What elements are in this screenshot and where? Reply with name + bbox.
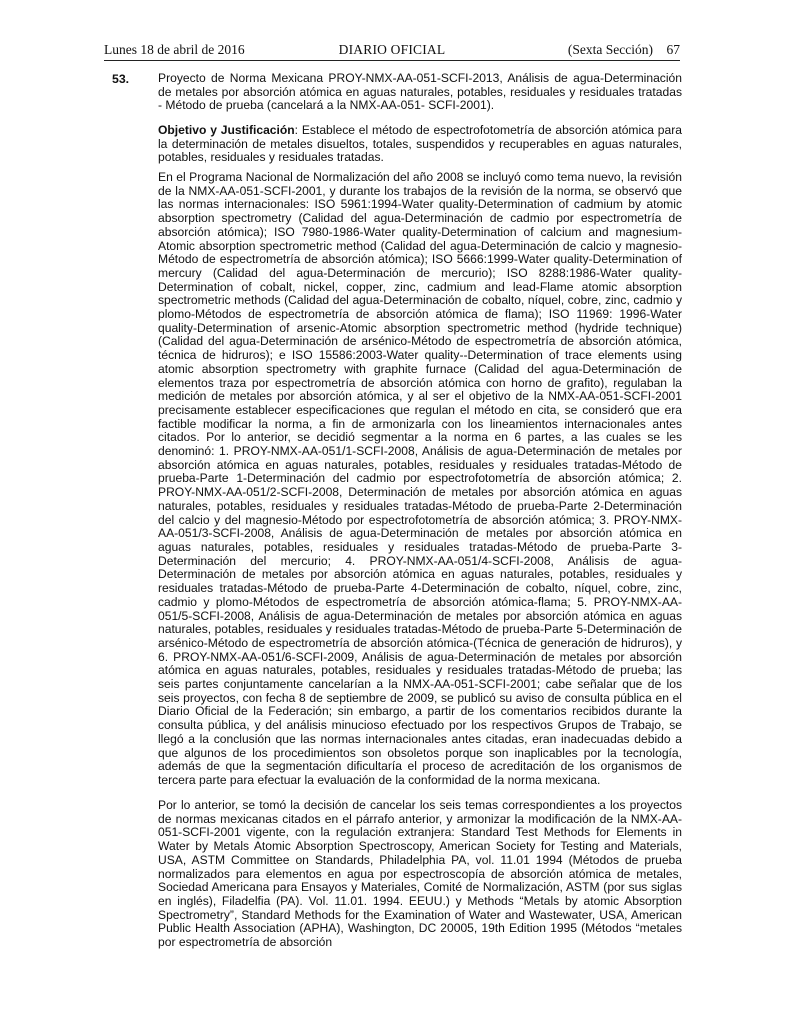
header-date: Lunes 18 de abril de 2016: [104, 42, 245, 57]
header-section-page: [568, 42, 680, 58]
page-header: [104, 42, 680, 60]
header-publication: DIARIO OFICIAL: [338, 42, 446, 57]
background-paragraph: En el Programa Nacional de Normalización del año 2008 se incluyó como tema nuevo, la revisión de la NMX-AA-051-SCFI-2001, y durante los trabajos de la revisión de la norma, se observó que las normas internacionales: ISO 5961:1994-Water quality-Determination of cadmium by atomic absorption spectrometry (Calidad del agua-Determinación de cadmio por espectrometría de absorción atómica); ISO 7980-1986-Water quality-Determination of calcium and magnesium-Atomic absorption spectrometric method (Calidad del agua-Determinación de calcio y magnesio-Método de espectrometría de absorción atómica); ISO 5666:1999-Water quality-Determination of mercury (Calidad del agua-Determinación de mercurio); ISO 8288:1986-Water quality-Determination of cobalt, nickel, copper, zinc, cadmium and lead-Flame atomic absorption spectrometric methods (Calidad del agua-Determinación de cobalto, níquel, cobre, zinc, cadmio y plomo-Métodos de espectrometría de absorción atómica de flama); ISO 11969: 1996-Water quality-Determination of arsenic-Atomic absorption spectrometric method (hydride technique) (Calidad del agua-Determinación de arsénico-Método de espectrometría de absorción atómica, técnica de hidruros); e ISO 15586:2003-Water quality--Determination of trace elements using atomic absorption spectrometry with graphite furnace (Calidad del agua-Determinación de elementos traza por espectrometría de absorción atómica con horno de grafito), regulaban la medición de metales por absorción atómica, y al ser el objetivo de la NMX-AA-051-SCFI-2001 precisamente establecer especificaciones que regulan el método en cita, se consideró que era factible modificar la norma, a fin de armonizarla con los lineamientos internacionales antes citados. Por lo anterior, se decidió segmentar a la norma en 6 partes, a las cuales se les denominó: 1. PROY-NMX-AA-051/1-SCFI-2008, Análisis de agua-Determinación de metales por absorción atómica en aguas naturales, potables, residuales y residuales tratadas-Método de prueba-Parte 1-Determinación del cadmio por espectrofotometría de absorción atómica; 2. PROY-NMX-AA-051/2-SCFI-2008, Determinación de metales por absorción atómica en aguas naturales, potables, residuales y residuales tratadas-Método de prueba-Parte 2-Determinación del calcio y del magnesio-Método por espectrofotometría de absorción atómica; 3. PROY-NMX-AA-051/3-SCFI-2008, Análisis de agua-Determinación de metales por absorción atómica en aguas naturales, potables, residuales y residuales tratadas-Método de prueba-Parte 3-Determinación del mercurio; 4. PROY-NMX-AA-051/4-SCFI-2008, Análisis de agua-Determinación de metales por absorción atómica en aguas naturales, potables, residuales y residuales tratadas-Método de prueba-Parte 4-Determinación de cobalto, níquel, cobre, zinc, cadmio y plomo-Métodos de espectrometría de absorción atómica-flama; 5. PROY-NMX-AA-051/5-SCFI-2008, Análisis de agua-Determinación de metales por absorción atómica en aguas naturales, potables, residuales y residuales tratadas-Método de prueba-Parte 5-Determinación de arsénico-Método de espectrometría de absorción atómica-(Técnica de generación de hidruros), y 6. PROY-NMX-AA-051/6-SCFI-2009, Análisis de agua-Determinación de metales por absorción atómica en aguas naturales, potables, residuales y residuales tratadas-Método de prueba; las seis partes conjuntamente cancelarían a la NMX-AA-051-SCFI-2001; cabe señalar que de los seis proyectos, con fecha 8 de septiembre de 2009, se publicó su aviso de consulta pública en el Diario Oficial de la Federación; sin embargo, a partir de los comentarios recibidos durante la consulta pública, y del análisis minucioso efectuado por los respectivos Grupos de Trabajo, se llegó a la conclusión que las normas internacionales antes citadas, eran inadecuadas debido a que algunos de los procedimientos son obsoletos porque son inaplicables por la tecnología, además de que la segmentación dificultaría el proceso de acreditación de los organismos de tercera parte para efectuar la evaluación de la conformidad de la norma mexicana.: [158, 170, 682, 787]
objective-text: : Establece el método de espectrofotometría de absorción atómica para la determinación de metales disueltos, totales, suspendidos y recuperables en aguas naturales, potables, residuales y residuales tratadas.: [158, 123, 682, 165]
header-rule: [104, 60, 680, 61]
decision-paragraph: Por lo anterior, se tomó la decisión de cancelar los seis temas correspondientes a los proyectos de normas mexicanas citados en el párrafo anterior, y armonizar la modificación de la NMX-AA-051-SCFI-2001 vigente, con la regulación extranjera: Standard Test Methods for Elements in Water by Metals Atomic Absorption Spectroscopy, American Society for Testing and Materials, USA, ASTM Committee on Standards, Philadelphia PA, vol. 11.01 1994 (Métodos de prueba normalizados para elementos en agua por espectroscopía de absorción atómica de metales, Sociedad Americana para Ensayos y Materiales, Comité de Normalización, ASTM (por sus siglas en inglés), Filadelfia (PA). Vol. 11.01. 1994. EEUU.) y Methods “Metals by atomic Absorption Spectrometry”, Standard Methods for the Examination of Water and Wastewater, USA, American Public Health Association (APHA), Washington, DC 20005, 19th Edition 1995 (Métodos “metales por espectrometría de absorción: [158, 798, 682, 950]
header-section: (Sexta Sección): [567, 42, 653, 57]
objective-label: Objetivo y Justificación: [158, 123, 295, 137]
item-title: Proyecto de Norma Mexicana PROY-NMX-AA-051-SCFI-2013, Análisis de agua-Determinación de metales por absorción atómica en aguas naturales, potables, residuales y residuales tratadas - Método de prueba (cancelará a la NMX-AA-051- SCFI-2001).: [158, 71, 682, 113]
objective-paragraph: [158, 124, 682, 165]
header-page-number: 67: [666, 42, 680, 57]
item-number: 53.: [112, 72, 130, 86]
